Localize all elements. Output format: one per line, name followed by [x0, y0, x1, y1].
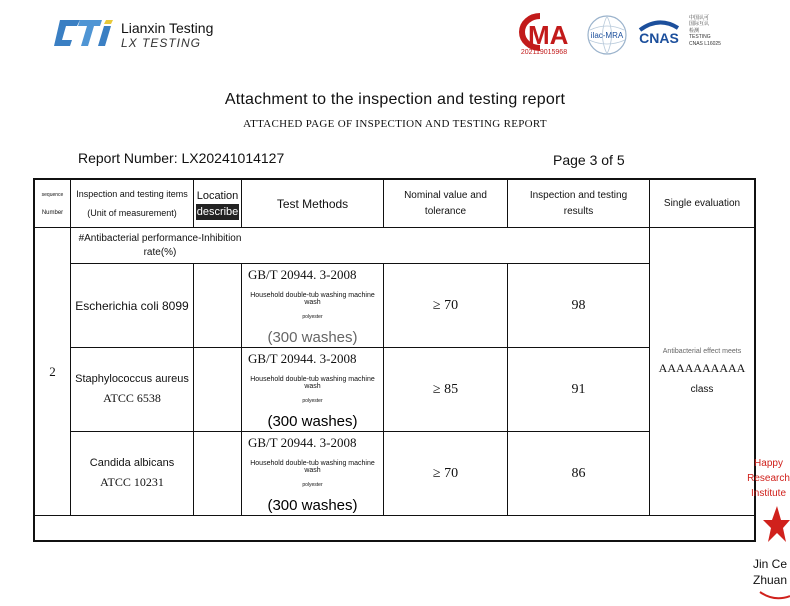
header-nominal: Nominal value and tolerance	[404, 189, 487, 217]
sequence-number: 2	[49, 363, 56, 379]
ilac-label: ilac-MRA	[590, 31, 624, 40]
method-material: polyester	[302, 482, 323, 489]
stamp-text: Happy Research Institute	[747, 458, 790, 499]
signer-name: Jin Ce Zhuan	[752, 557, 788, 587]
method-code: GB/T 20944. 3-2008	[248, 435, 357, 450]
method-desc: Household double-tub washing machine wash	[250, 291, 375, 306]
method-desc: Household double-tub washing machine wash	[250, 459, 375, 474]
report-number: Report Number: LX20241014127	[78, 150, 285, 166]
test-result: 98	[571, 297, 586, 313]
evaluation-grade: AAAAAAAAAA	[658, 361, 746, 375]
method-desc: Household double-tub washing machine wash	[250, 375, 375, 390]
report-subtitle: ATTACHED PAGE OF INSPECTION AND TESTING REPORT	[243, 118, 547, 130]
method-code: GB/T 20944. 3-2008	[248, 351, 357, 366]
cma-label: MA	[528, 20, 569, 50]
group-title: #Antibacterial performance-Inhibition rate(%)	[78, 232, 242, 258]
brand-subtitle: LX TESTING	[121, 36, 202, 50]
method-material: polyester	[302, 398, 323, 405]
method-cell	[242, 432, 383, 515]
organism-name: Escherichia coli 8099	[75, 298, 189, 313]
ilac-mra-logo-icon	[586, 14, 628, 56]
header-location: Location describe	[196, 189, 239, 218]
report-title: Attachment to the inspection and testing report	[224, 91, 566, 108]
table-row	[71, 348, 193, 431]
table-line	[193, 263, 194, 515]
brand-name: Lianxin Testing	[121, 20, 214, 36]
evaluation-class: class	[690, 384, 714, 395]
evaluation-text: Antibacterial effect meets	[662, 348, 742, 355]
table-row	[71, 432, 193, 515]
header-result: Inspection and testing results	[529, 189, 628, 217]
single-evaluation	[650, 228, 754, 515]
method-washes: (300 washes)	[267, 328, 358, 346]
test-result: 91	[571, 381, 586, 397]
method-material: polyester	[302, 314, 323, 321]
method-washes: (300 washes)	[267, 412, 358, 430]
page-indicator: Page 3 of 5	[553, 152, 625, 168]
header-evaluation: Single evaluation	[663, 197, 741, 209]
header-item: Inspection and testing items (Unit of measurement)	[76, 189, 188, 218]
cma-number: 202119015968	[520, 49, 568, 56]
table-line	[33, 515, 756, 516]
table-row	[71, 264, 193, 347]
header-method: Test Methods	[276, 196, 349, 211]
nominal-value: ≥ 70	[432, 465, 459, 481]
organism-name: Staphylococcus aureus	[75, 373, 189, 385]
lx-logo-icon	[50, 16, 120, 50]
table-border-bottom	[33, 540, 756, 542]
test-result: 86	[571, 465, 586, 481]
stamp-star-icon	[759, 504, 790, 546]
cnas-logo-icon	[634, 16, 684, 52]
organism-strain: ATCC 6538	[103, 391, 161, 405]
method-cell	[242, 348, 383, 431]
organism-strain: ATCC 10231	[100, 475, 164, 489]
method-code: GB/T 20944. 3-2008	[248, 267, 357, 282]
method-washes: (300 washes)	[267, 496, 358, 514]
method-cell	[242, 264, 383, 347]
nominal-value: ≥ 70	[432, 297, 459, 313]
organism-name: Candida albicans	[89, 457, 175, 469]
nominal-value: ≥ 85	[432, 381, 459, 397]
signature-arc-icon	[758, 590, 790, 602]
header-sequence: sequence Number	[41, 191, 64, 216]
cnas-label: CNAS	[639, 30, 679, 46]
cnas-small-text: 中国认可 国际互认 检测 TESTING CNAS L16025	[689, 15, 721, 47]
